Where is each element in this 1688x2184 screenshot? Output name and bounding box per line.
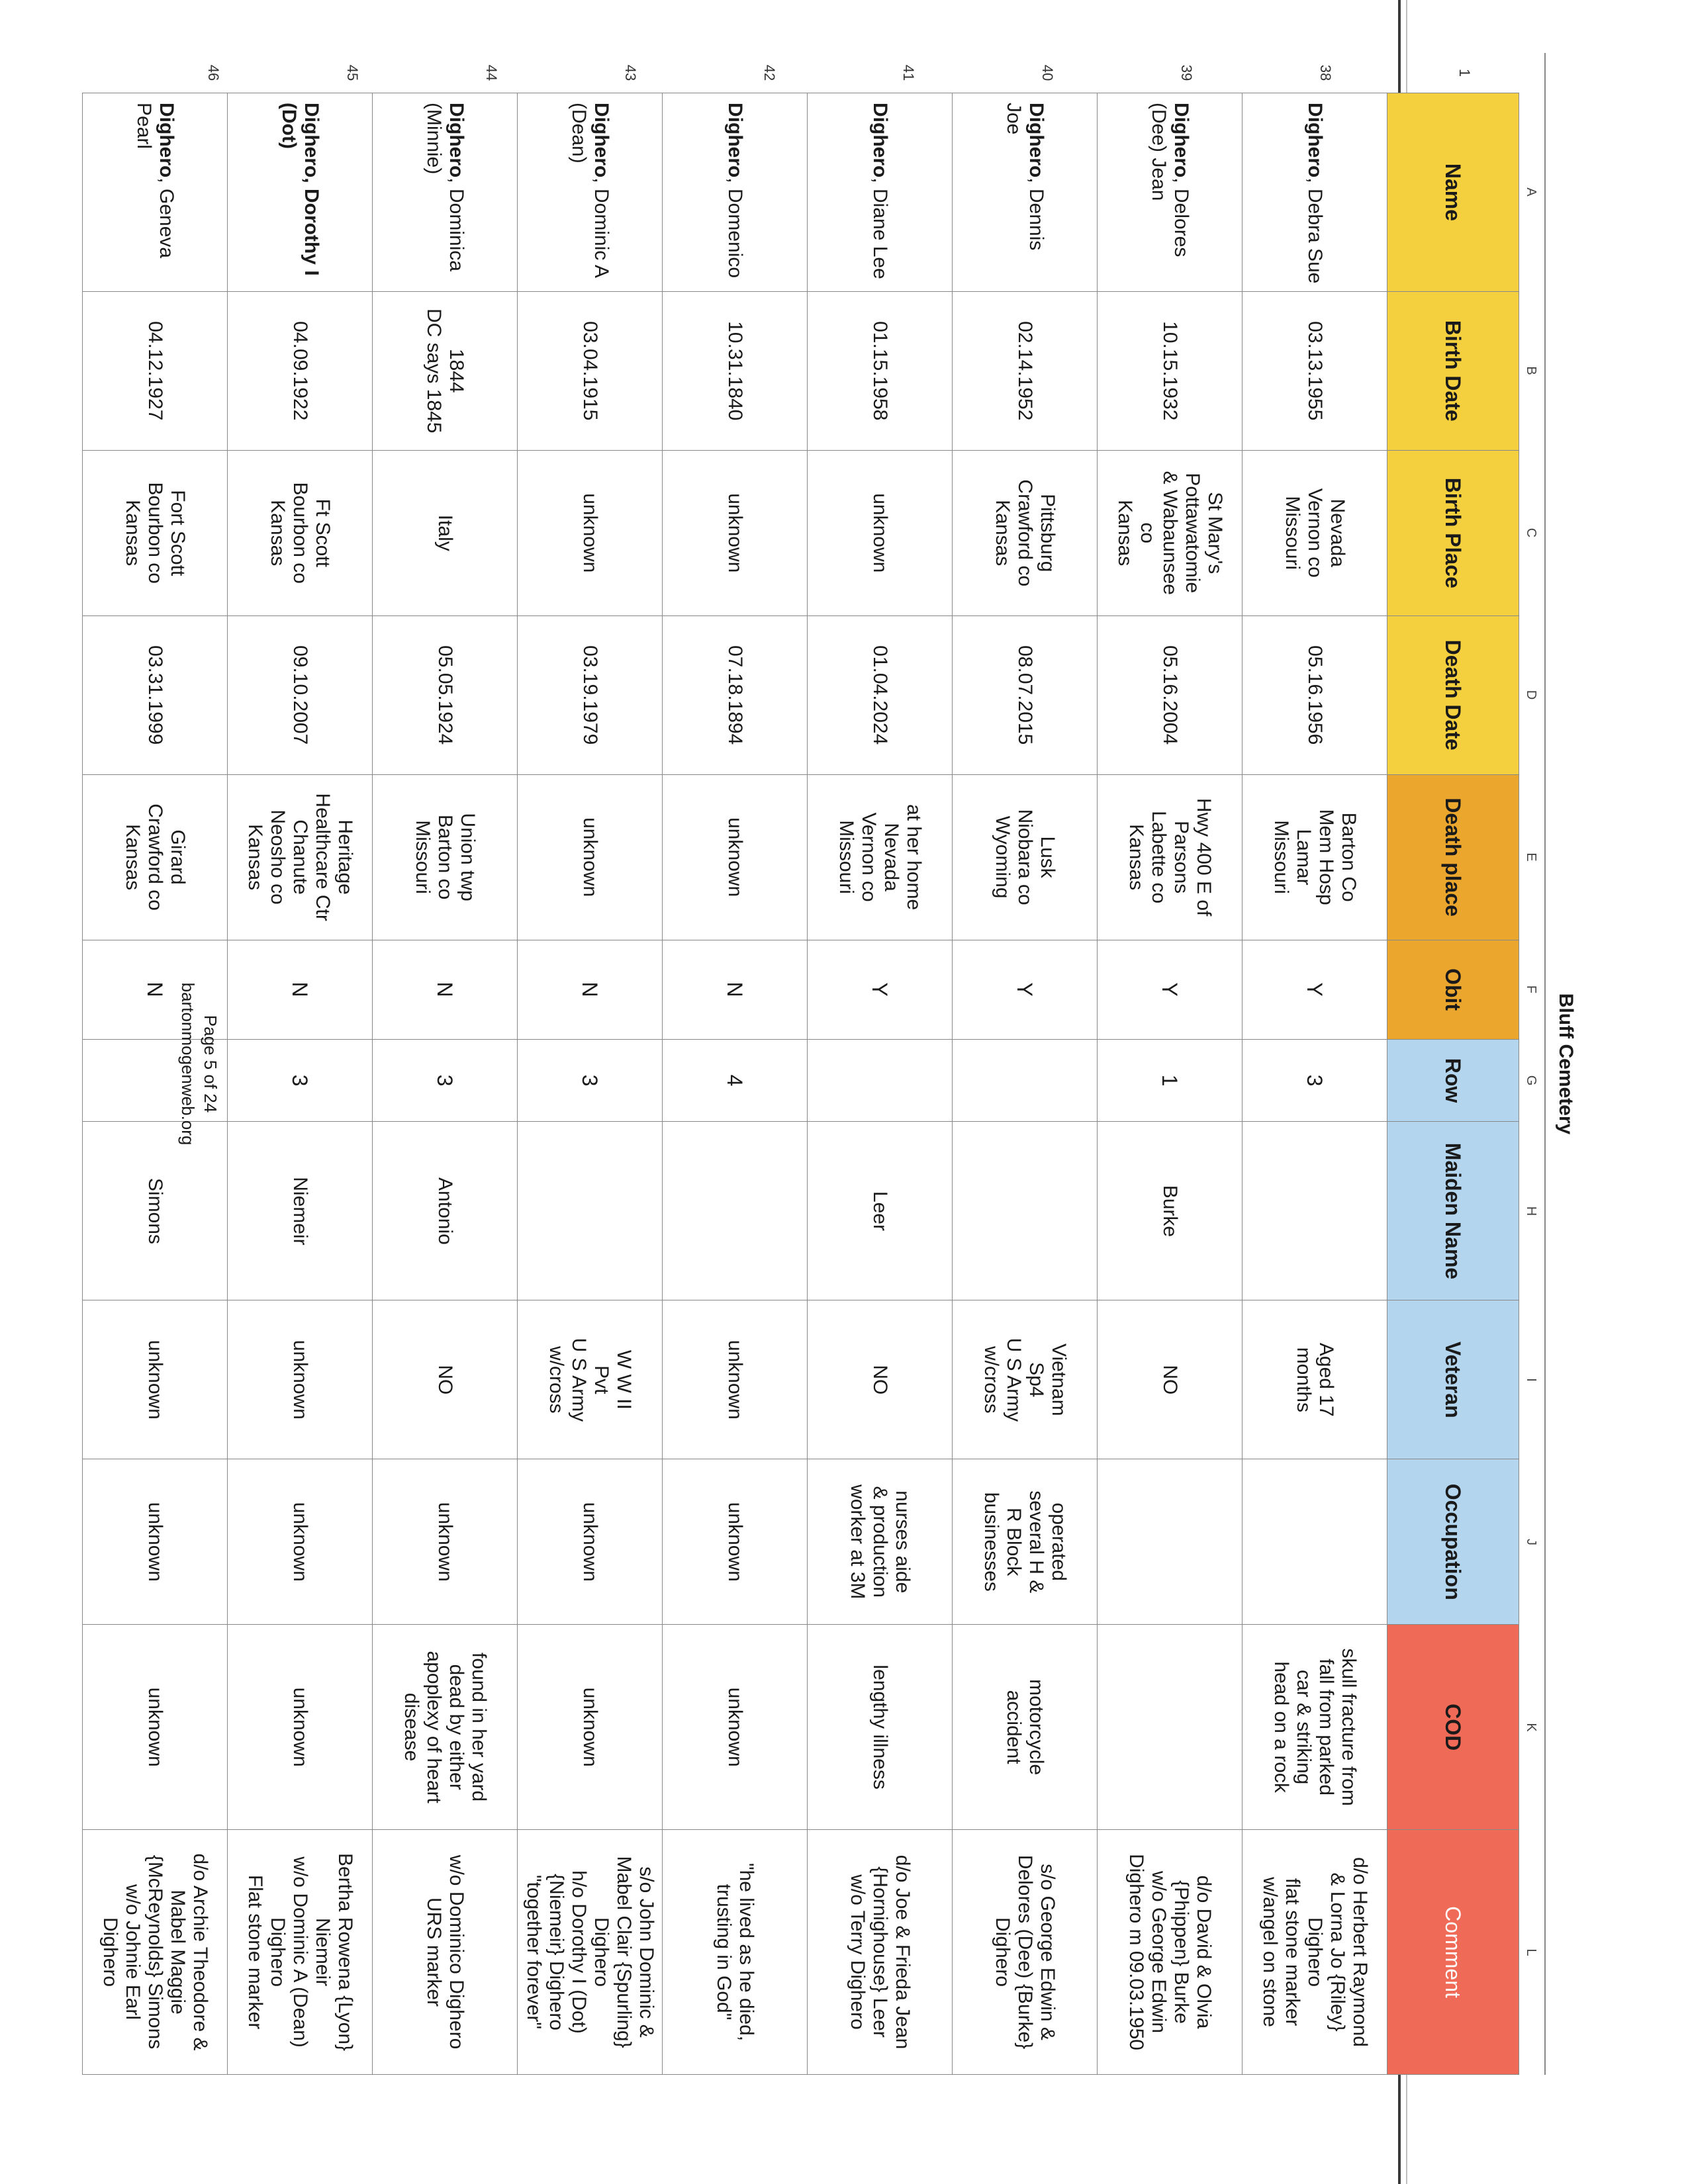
surname: Dighero — [724, 103, 746, 178]
death-place-cell: unknown — [518, 774, 663, 940]
column-letter: E — [1524, 852, 1538, 862]
column-letter: C — [1524, 527, 1538, 538]
given-name: , Geneva Pearl — [133, 103, 177, 259]
cod-cell: unknown — [228, 1625, 373, 1830]
name-cell — [808, 93, 953, 292]
obit-cell: N — [373, 940, 518, 1039]
column-letter: D — [1524, 690, 1538, 700]
birth-place-cell: unknown — [518, 450, 663, 615]
cod-cell: unknown — [518, 1625, 663, 1830]
maiden-name-cell — [663, 1122, 808, 1300]
cod-cell: unknown — [83, 1625, 228, 1830]
birth-place-cell: Nevada Vernon co Missouri — [1243, 450, 1387, 615]
birth-place-cell: Ft Scott Bourbon co Kansas — [228, 450, 373, 615]
name-cell — [518, 93, 663, 292]
veteran-cell: NO — [1098, 1300, 1243, 1459]
comment-cell: d/o Joe & Frieda Jean {Hornighouse} Leer w/o Terry Dighero — [808, 1830, 953, 2075]
header-name: Name — [1387, 93, 1519, 292]
maiden-name-cell: Burke — [1098, 1122, 1243, 1300]
table-row — [808, 93, 953, 2075]
obit-cell: Y — [1243, 940, 1387, 1039]
comment-cell: d/o David & Olvia {Phippen} Burke w/o George Edwin Dighero m 09.03.1950 — [1098, 1830, 1243, 2075]
row-number: 43 — [622, 64, 639, 81]
obit-cell: N — [83, 940, 228, 1039]
occupation-cell: unknown — [83, 1459, 228, 1625]
obit-cell: Y — [808, 940, 953, 1039]
header-occupation: Occupation — [1387, 1459, 1519, 1625]
comment-cell: "he lived as he died, trusting in God" — [663, 1830, 808, 2075]
row-cell: 3 — [518, 1039, 663, 1122]
birth-date-cell: 02.14.1952 — [953, 291, 1098, 450]
comment-cell: s/o John Dominic & Mabel Clair {Spurling} Dighero h/o Dorothy I (Dot) {Niemeir} Dighero "together forever" — [518, 1830, 663, 2075]
row-cell: 4 — [663, 1039, 808, 1122]
veteran-cell: W W II Pvt U S Army w/cross — [518, 1300, 663, 1459]
name-cell — [228, 93, 373, 292]
birth-date-cell: 03.04.1915 — [518, 291, 663, 450]
veteran-cell: NO — [373, 1300, 518, 1459]
header-veteran: Veteran — [1387, 1300, 1519, 1459]
name-cell — [953, 93, 1098, 292]
death-place-cell: unknown — [663, 774, 808, 940]
header-comment: Comment — [1387, 1830, 1519, 2075]
birth-date-cell: 01.15.1958 — [808, 291, 953, 450]
death-place-cell: at her home Nevada Vernon co Missouri — [808, 774, 953, 940]
occupation-cell — [1098, 1459, 1243, 1625]
given-name: (Dot) — [278, 103, 300, 149]
name-cell — [663, 93, 808, 292]
death-place-cell: Hwy 400 E of Parsons Labette co Kansas — [1098, 774, 1243, 940]
obit-cell: Y — [953, 940, 1098, 1039]
row-number: 44 — [483, 64, 500, 81]
header-death-place: Death place — [1387, 774, 1519, 940]
column-letter-row — [1518, 53, 1546, 2075]
cemetery-records-table — [82, 93, 1519, 2075]
surname: Dighero — [156, 103, 177, 178]
row-cell: 3 — [228, 1039, 373, 1122]
surname: Dighero — [1304, 103, 1326, 178]
row-number: 46 — [205, 64, 222, 81]
column-letter: G — [1524, 1075, 1538, 1086]
comment-cell: d/o Archie Theodore & Mabel Maggie {McReynolds} Simons w/o Johnie Earl Dighero — [83, 1830, 228, 2075]
page-footer — [177, 53, 222, 2075]
death-date-cell: 03.31.1999 — [83, 615, 228, 774]
surname: Dighero — [1170, 103, 1192, 178]
column-letter: J — [1524, 1539, 1538, 1545]
birth-date-cell: 10.15.1932 — [1098, 291, 1243, 450]
surname: Dighero, Dorothy I — [301, 103, 322, 276]
row-number: 1 — [1456, 68, 1473, 77]
header-birth-place: Birth Place — [1387, 450, 1519, 615]
row-number: 42 — [761, 64, 778, 81]
cod-cell: unknown — [663, 1625, 808, 1830]
row-cell — [808, 1039, 953, 1122]
birth-place-cell: unknown — [663, 450, 808, 615]
death-date-cell: 01.04.2024 — [808, 615, 953, 774]
cod-cell: motorcycle accident — [953, 1625, 1098, 1830]
given-name: , Dominic A (Dean) — [568, 103, 612, 279]
cod-cell: lengthy illness — [808, 1625, 953, 1830]
row-number: 40 — [1039, 64, 1056, 81]
comment-cell: Bertha Rowena {Lyon} Niemeir w/o Dominic A (Dean) Dighero Flat stone marker — [228, 1830, 373, 2075]
table-row — [1243, 93, 1387, 2075]
page-title: Bluff Cemetery — [1555, 993, 1577, 1135]
rotated-spreadsheet-page — [99, 53, 1585, 2075]
table-row — [1098, 93, 1243, 2075]
header-obit: Obit — [1387, 940, 1519, 1039]
row-cell: 1 — [1098, 1039, 1243, 1122]
death-date-cell: 07.18.1894 — [663, 615, 808, 774]
given-name: , Delores (Dee) Jean — [1148, 103, 1192, 257]
occupation-cell: unknown — [663, 1459, 808, 1625]
comment-cell: d/o Herbert Raymond & Lorna Jo {Riley} Dighero flat stone marker w/angel on stone — [1243, 1830, 1387, 2075]
name-cell — [1098, 93, 1243, 292]
surname: Dighero — [869, 103, 891, 178]
birth-date-cell: 1844 DC says 1845 — [373, 291, 518, 450]
name-cell — [373, 93, 518, 292]
obit-cell: Y — [1098, 940, 1243, 1039]
birth-date-cell: 10.31.1840 — [663, 291, 808, 450]
birth-date-cell: 04.09.1922 — [228, 291, 373, 450]
surname: Dighero — [445, 103, 467, 178]
birth-date-cell: 04.12.1927 — [83, 291, 228, 450]
column-letter: L — [1524, 1948, 1538, 1956]
obit-cell: N — [228, 940, 373, 1039]
row-cell: 3 — [1243, 1039, 1387, 1122]
birth-place-cell: Fort Scott Bourbon co Kansas — [83, 450, 228, 615]
occupation-cell: operated several H & R Block businesses — [953, 1459, 1098, 1625]
header-cod: COD — [1387, 1625, 1519, 1830]
death-place-cell: Barton Co Mem Hosp Lamar Missouri — [1243, 774, 1387, 940]
death-place-cell: Heritage Healthcare Ctr Chanute Neosho co Kansas — [228, 774, 373, 940]
column-letter: F — [1524, 985, 1538, 994]
birth-place-cell: unknown — [808, 450, 953, 615]
death-place-cell: Girard Crawford co Kansas — [83, 774, 228, 940]
death-date-cell: 03.19.1979 — [518, 615, 663, 774]
veteran-cell: unknown — [228, 1300, 373, 1459]
header-birth-date: Birth Date — [1387, 291, 1519, 450]
birth-place-cell: St Mary's Pottawatomie & Wabaunsee co Kansas — [1098, 450, 1243, 615]
given-name: , Domenico — [724, 177, 746, 279]
cod-cell: skull fracture from fall from parked car & striking head on a rock — [1243, 1625, 1387, 1830]
maiden-name-cell: Simons — [83, 1122, 228, 1300]
death-place-cell: Union twp Barton co Missouri — [373, 774, 518, 940]
occupation-cell: unknown — [228, 1459, 373, 1625]
header-row — [1387, 93, 1519, 2075]
row-cell: 3 — [373, 1039, 518, 1122]
row-cell — [953, 1039, 1098, 1122]
table-row — [953, 93, 1098, 2075]
veteran-cell: Vietnam Sp4 U S Army w/cross — [953, 1300, 1098, 1459]
given-name: , Debra Sue — [1304, 177, 1326, 284]
death-date-cell: 05.16.1956 — [1243, 615, 1387, 774]
comment-cell: w/o Dominico Dighero URS marker — [373, 1830, 518, 2075]
header-death-date: Death Date — [1387, 615, 1519, 774]
obit-cell: N — [518, 940, 663, 1039]
death-date-cell: 05.05.1924 — [373, 615, 518, 774]
maiden-name-cell: Leer — [808, 1122, 953, 1300]
maiden-name-cell — [953, 1122, 1098, 1300]
cod-cell: found in her yard dead by either apoplexy of heart disease — [373, 1625, 518, 1830]
death-date-cell: 09.10.2007 — [228, 615, 373, 774]
birth-place-cell: Pittsburg Crawford co Kansas — [953, 450, 1098, 615]
maiden-name-cell — [518, 1122, 663, 1300]
veteran-cell: unknown — [663, 1300, 808, 1459]
column-letter: H — [1524, 1206, 1538, 1216]
table-row — [228, 93, 373, 2075]
obit-cell: N — [663, 940, 808, 1039]
column-letter: A — [1524, 187, 1538, 197]
occupation-cell: unknown — [518, 1459, 663, 1625]
occupation-cell: nurses aide & production worker at 3M — [808, 1459, 953, 1625]
maiden-name-cell: Antonio — [373, 1122, 518, 1300]
death-date-cell: 05.16.2004 — [1098, 615, 1243, 774]
site-name: bartonmogenweb.org — [178, 982, 198, 1146]
death-date-cell: 08.07.2015 — [953, 615, 1098, 774]
maiden-name-cell — [1243, 1122, 1387, 1300]
name-cell — [1243, 93, 1387, 292]
header-maiden-name: Maiden Name — [1387, 1122, 1519, 1300]
column-letter: K — [1524, 1723, 1538, 1732]
row-number: 39 — [1178, 64, 1195, 81]
occupation-cell — [1243, 1459, 1387, 1625]
death-place-cell: Lusk Niobara co Wyoming — [953, 774, 1098, 940]
row-number-column — [156, 53, 1546, 93]
surname: Dighero — [590, 103, 612, 178]
birth-date-cell: 03.13.1955 — [1243, 291, 1387, 450]
row-number: 41 — [900, 64, 917, 81]
given-name: , Diane Lee — [869, 177, 891, 279]
column-letter: B — [1524, 366, 1538, 375]
column-letter: I — [1524, 1378, 1538, 1382]
given-name: , Dennis Joe — [1003, 103, 1047, 251]
header-row: Row — [1387, 1039, 1519, 1122]
table-row — [373, 93, 518, 2075]
maiden-name-cell: Niemeir — [228, 1122, 373, 1300]
page-number: Page 5 of 24 — [201, 1015, 220, 1113]
birth-place-cell: Italy — [373, 450, 518, 615]
row-number: 38 — [1317, 64, 1334, 81]
veteran-cell: unknown — [83, 1300, 228, 1459]
occupation-cell: unknown — [373, 1459, 518, 1625]
table-row — [518, 93, 663, 2075]
row-number: 45 — [344, 64, 361, 81]
veteran-cell: Aged 17 months — [1243, 1300, 1387, 1459]
given-name: , Dominica (Minnie) — [423, 103, 467, 272]
table-row — [663, 93, 808, 2075]
surname: Dighero — [1025, 103, 1047, 178]
cod-cell — [1098, 1625, 1243, 1830]
comment-cell: s/o George Edwin & Delores (Dee) {Burke} Dighero — [953, 1830, 1098, 2075]
veteran-cell: NO — [808, 1300, 953, 1459]
